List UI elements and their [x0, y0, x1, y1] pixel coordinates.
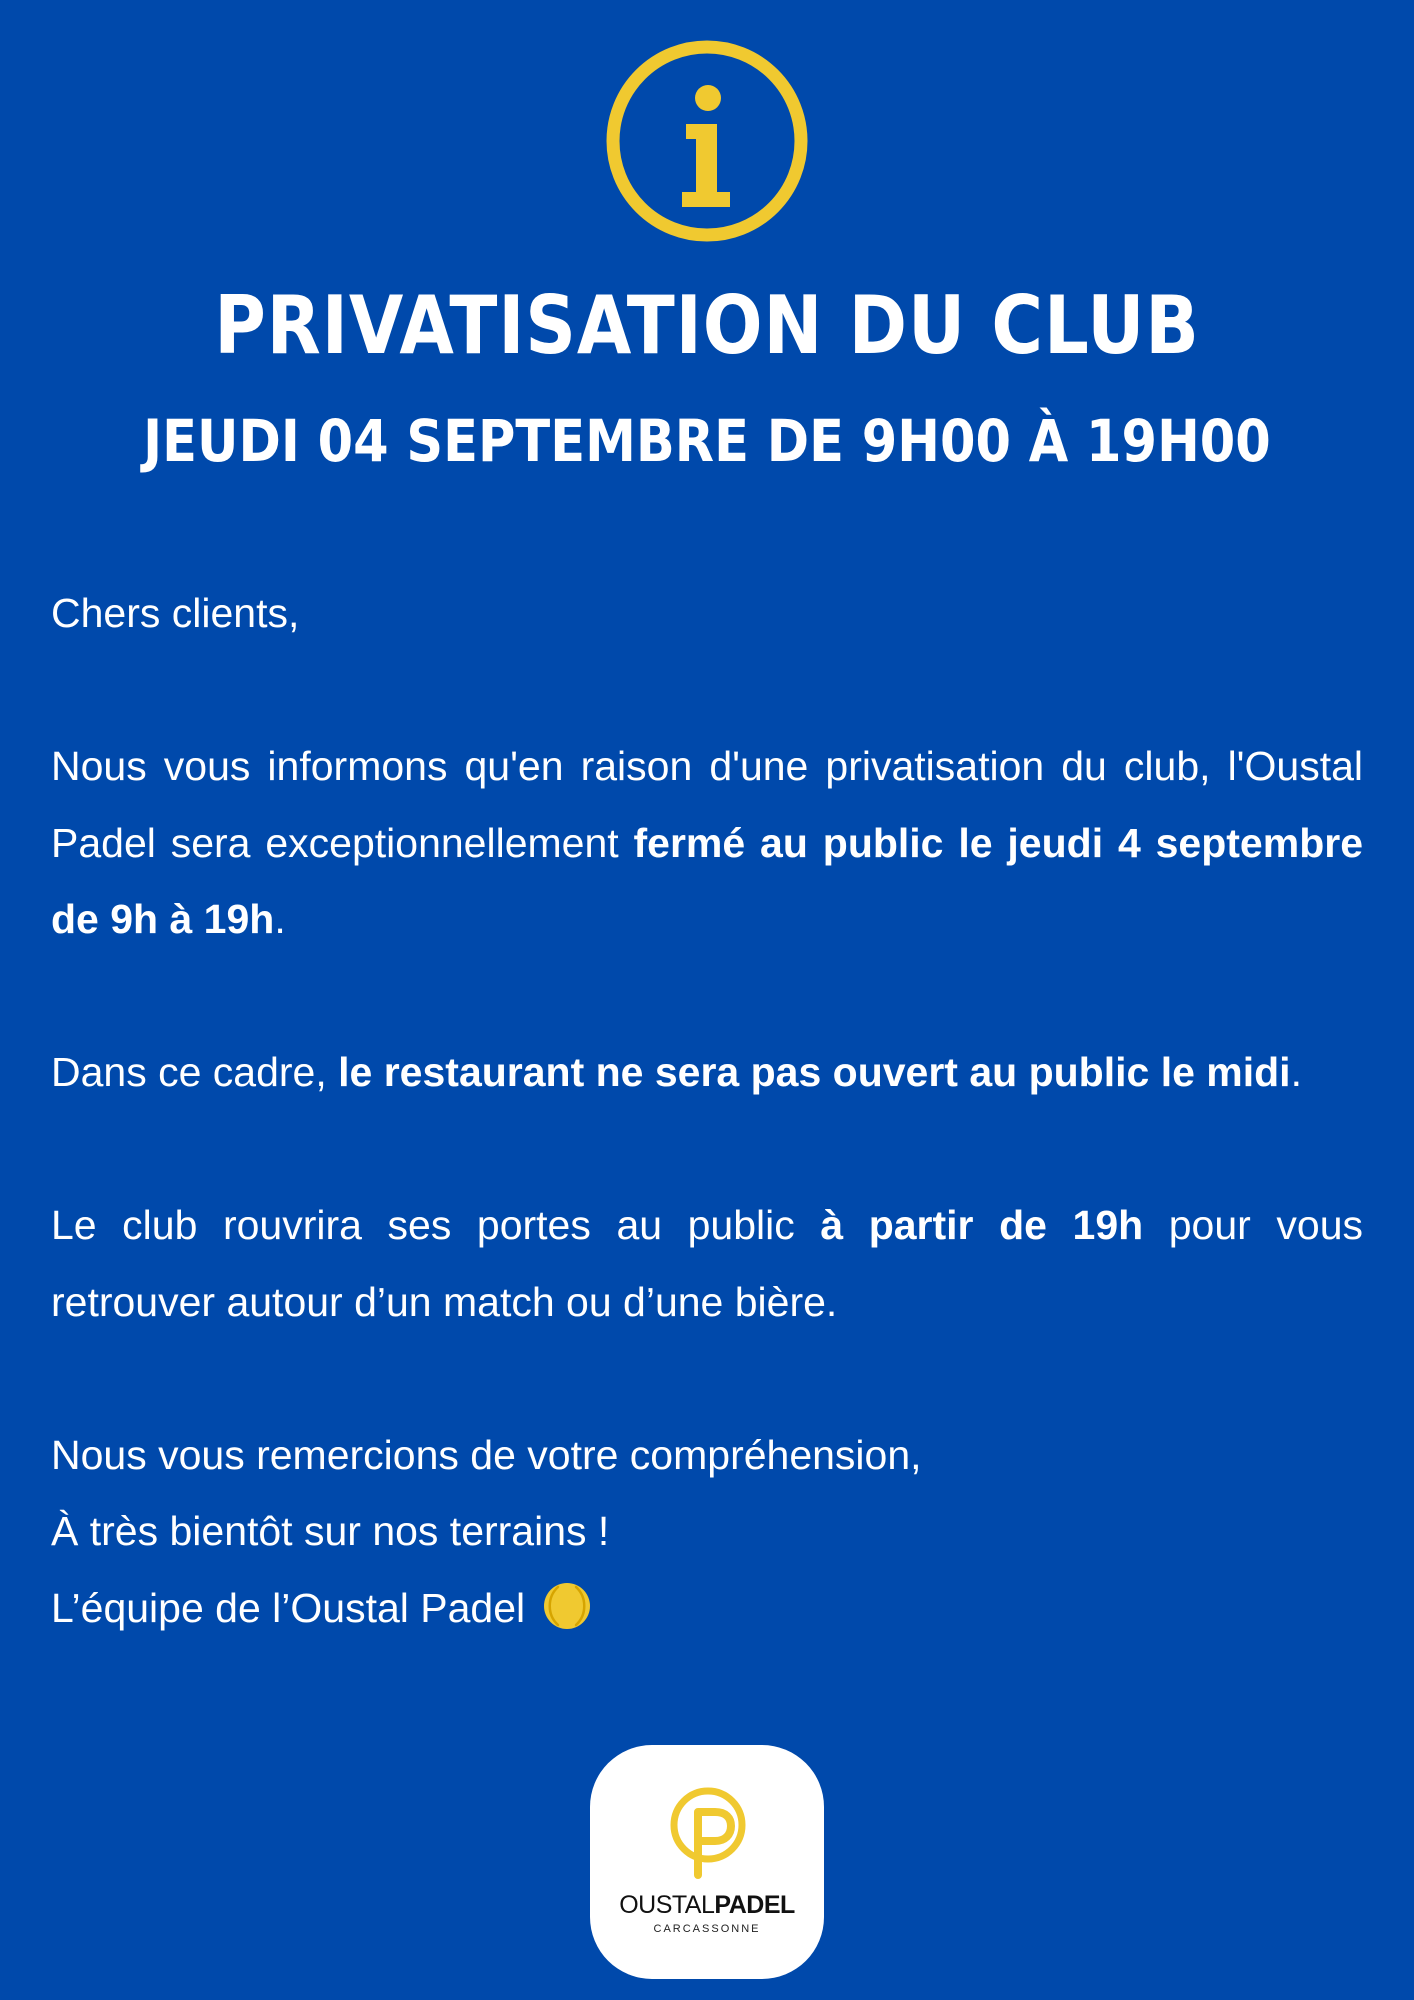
restaurant-paragraph: [51, 1034, 1363, 1111]
logo-wordmark: [590, 1893, 824, 1918]
restaurant-highlight: le restaurant ne sera pas ouvert au public le midi: [338, 1049, 1291, 1095]
oustal-padel-p-logo-icon: [670, 1787, 746, 1883]
closure-intro: Nous vous informons qu'en raison d'une privatisation du club, l'Oustal Padel sera exceptionnellement: [51, 743, 1363, 866]
notice-message: [51, 575, 1363, 1646]
logo-wordmark-padel: PADEL: [714, 1891, 795, 1919]
reopening-end: pour vous retrouver autour d’un match ou d’une bière.: [51, 1202, 1363, 1325]
event-date-time: JEUDI 04 SEPTEMBRE DE 9H00 À 19H00: [143, 407, 1271, 475]
logo-city: CARCASSONNE: [653, 1923, 761, 1935]
closing-line-thanks: Nous vous remercions de votre compréhension,: [51, 1431, 922, 1478]
restaurant-intro: Dans ce cadre,: [51, 1049, 339, 1095]
closure-date-highlight: fermé au public le jeudi 4 septembre de 9h à 19h: [51, 819, 1363, 942]
padel-ball-icon: [543, 1582, 591, 1630]
oustal-padel-logo: [590, 1745, 824, 1979]
reopening-intro: Le club rouvrira ses portes au public: [51, 1202, 821, 1248]
closure-end-punctuation: .: [274, 896, 286, 942]
reopening-time-highlight: à partir de 19h: [820, 1202, 1144, 1248]
logo-wordmark-oustal: OUSTAL: [619, 1891, 715, 1919]
signature-text: L’équipe de l’Oustal Padel: [51, 1584, 526, 1631]
reopening-paragraph: [51, 1187, 1363, 1340]
closure-paragraph: [51, 728, 1363, 958]
greeting: Chers clients,: [51, 590, 300, 636]
closing-line-see-you: À très bientôt sur nos terrains !: [51, 1508, 610, 1554]
restaurant-end-punctuation: .: [1290, 1049, 1302, 1095]
page-title: PRIVATISATION DU CLUB: [214, 279, 1200, 372]
signature-line: [51, 1570, 1363, 1647]
info-icon: [604, 38, 810, 244]
